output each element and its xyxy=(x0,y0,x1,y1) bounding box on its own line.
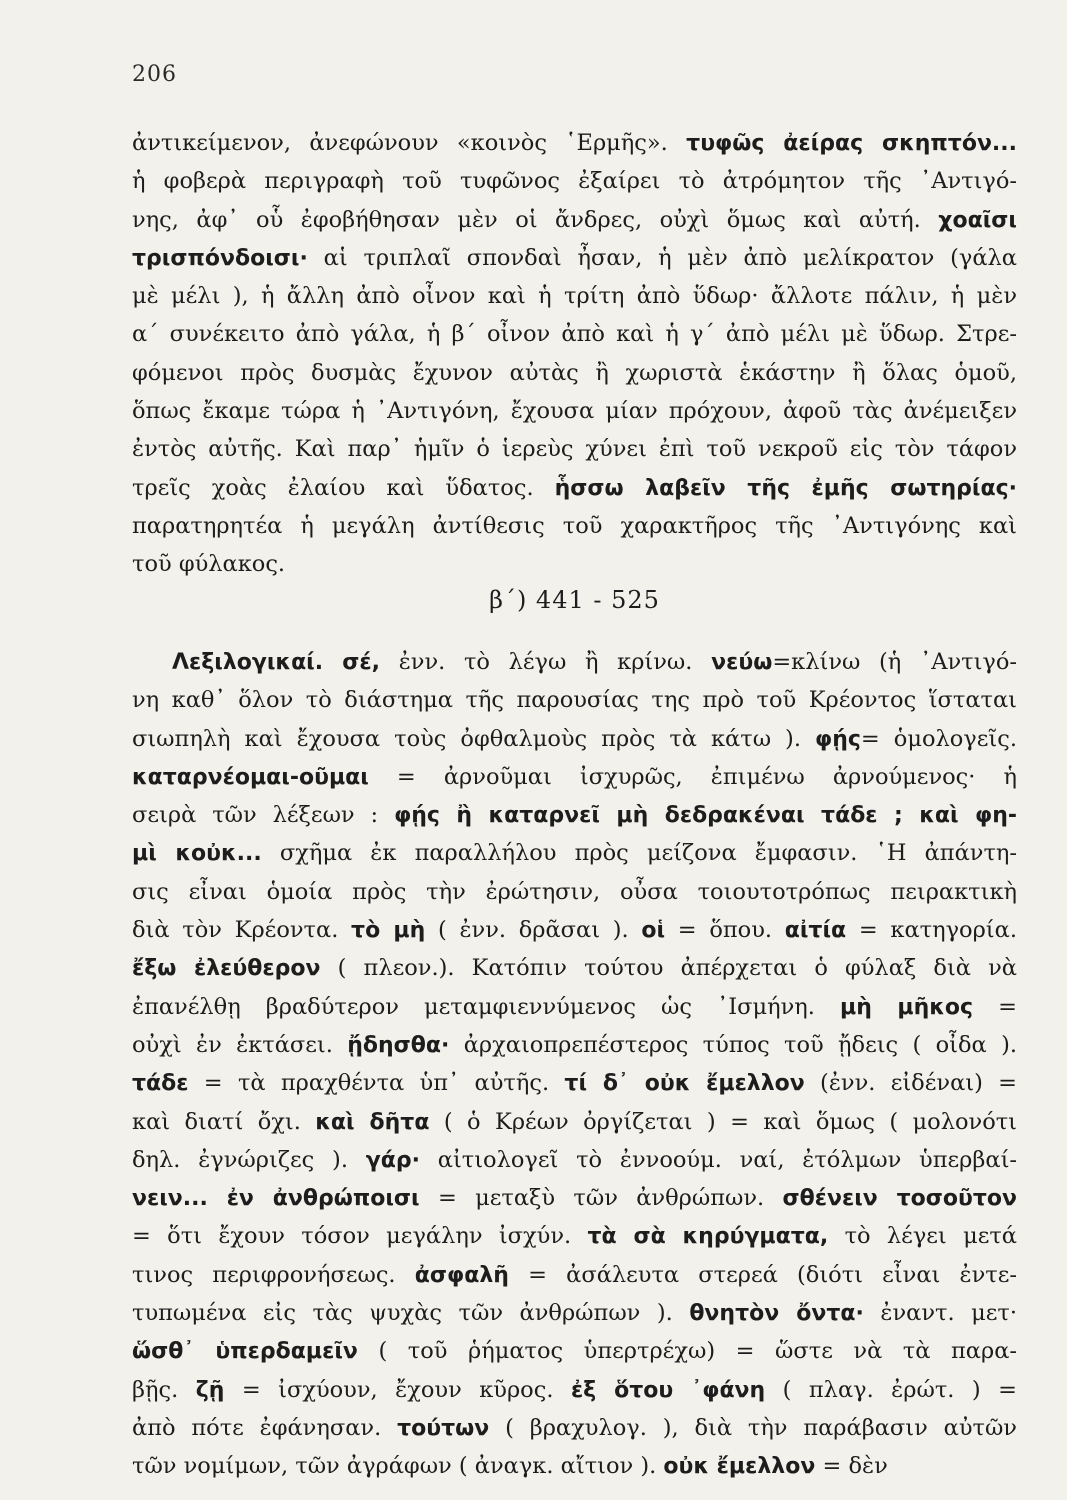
text-line xyxy=(132,239,1017,277)
text-line xyxy=(132,949,1017,987)
bold-term: ὥσθ᾿ ὑπερδαμεῖν xyxy=(132,1339,358,1365)
text-line xyxy=(132,1141,1017,1179)
text-line xyxy=(132,1294,1017,1332)
text-line xyxy=(132,834,1017,872)
text-segment: ( πλαγ. ἐρώτ. ) = xyxy=(765,1376,1017,1403)
text-line xyxy=(132,277,1017,315)
text-segment: αἰτιολογεῖ τὸ ἐννοούμ. ναί, ἐτόλμων ὑπερβαί- xyxy=(419,1146,1017,1173)
paragraph-commentary xyxy=(132,124,1017,584)
bold-term: ἧσσω λαβεῖν τῆς ἐμῆς σωτηρίας· xyxy=(554,475,1017,501)
bold-term: νεύω xyxy=(711,650,773,675)
text-segment: νης, ἀφ᾿ οὗ ἐφοβήθησαν μὲν οἱ ἄνδρες, οὐχὶ ὅμως καὶ αὐτή. xyxy=(132,206,939,233)
text-segment: τὸ λέγει μετά xyxy=(828,1223,1017,1250)
text-line xyxy=(132,201,1017,239)
text-segment: ἀντικείμενον, ἀνεφώνουν «κοινὸς ῾Ερμῆς». xyxy=(132,130,687,156)
text-line xyxy=(132,1256,1017,1294)
bold-term: τὸ μὴ xyxy=(351,918,426,944)
text-segment: αἱ τριπλαῖ σπονδαὶ ἦσαν, ἡ μὲν ἀπὸ μελίκρατον (γάλα xyxy=(307,244,1017,271)
text-segment: φόμενοι πρὸς δυσμὰς ἔχυνον αὐτὰς ἢ χωριστὰ ἑκάστην ἢ ὅλας ὁμοῦ, xyxy=(132,359,1017,386)
bold-term: χοαῖσι xyxy=(938,207,1017,233)
text-line xyxy=(132,988,1017,1026)
text-segment: δηλ. ἐγνώριζες ). xyxy=(132,1146,366,1173)
text-segment: = xyxy=(973,993,1017,1020)
text-line xyxy=(132,758,1017,796)
text-segment: ἀρχαιοπρεπέστερος τύπος τοῦ ᾔδεις ( οἶδα ). xyxy=(449,1031,1017,1058)
bold-term: ἀσφαλῆ xyxy=(414,1262,509,1288)
text-segment: ( πλεον.). Κατόπιν τούτου ἀπέρχεται ὁ φύλαξ διὰ νὰ xyxy=(320,955,1017,982)
text-line xyxy=(132,162,1017,200)
text-line xyxy=(132,873,1017,911)
text-segment: ( βραχυλογ. ), διὰ τὴν παράβασιν αὐτῶν xyxy=(489,1414,1017,1441)
bold-term: νειν... xyxy=(132,1186,227,1212)
text-segment: ( τοῦ ῥήματος ὑπερτρέχω) = ὥστε νὰ τὰ παρα- xyxy=(357,1338,1017,1365)
text-line xyxy=(132,796,1017,834)
bold-term: αἰτία xyxy=(784,918,847,944)
text-segment: = ὅτι ἔχουν τόσον μεγάλην ἰσχύν. xyxy=(132,1223,588,1250)
text-line xyxy=(132,430,1017,468)
text-line xyxy=(132,1179,1017,1217)
text-segment: = ἀσάλευτα στερεά (διότι εἶναι ἐντε- xyxy=(508,1261,1017,1288)
text-line xyxy=(132,681,1017,719)
bold-term: γάρ· xyxy=(365,1147,420,1173)
text-segment: = μεταξὺ τῶν ἀνθρώπων. xyxy=(419,1185,783,1212)
text-segment: τρεῖς χοὰς ἐλαίου καὶ ὕδατος. xyxy=(132,474,555,501)
text-segment: =κλίνω (ἡ ᾿Αντιγό- xyxy=(772,649,1017,675)
section-heading: β΄) 441 - 525 xyxy=(489,586,660,614)
bold-term: ἐν ἀνθρώποισι xyxy=(226,1186,420,1212)
text-segment: βῇς. xyxy=(132,1376,196,1403)
bold-term: τυφῶς ἀείρας σκηπτόν... xyxy=(686,131,1017,156)
text-line xyxy=(132,720,1017,758)
text-segment: τυπωμένα εἰς τὰς ψυχὰς τῶν ἀνθρώπων ). xyxy=(132,1300,690,1327)
bold-term: μὴ μῆκος xyxy=(840,994,974,1020)
text-segment: (ἐνν. εἰδέναι) = xyxy=(804,1070,1017,1097)
text-segment: παρατηρητέα ἡ μεγάλη ἀντίθεσις τοῦ χαρακτῆρος τῆς ᾿Αντιγόνης καὶ xyxy=(132,512,1017,539)
bold-term: οἱ xyxy=(641,918,666,944)
text-segment: ἡ φοβερὰ περιγραφὴ τοῦ τυφῶνος ἐξαίρει τὸ ἀτρόμητον τῆς ᾿Αντιγό- xyxy=(132,168,1017,195)
text-line xyxy=(132,124,1017,162)
bold-term: σθένειν τοσοῦτον xyxy=(782,1186,1017,1212)
text-segment: = ἰσχύουν, ἔχουν κῦρος. xyxy=(224,1376,571,1403)
bold-term: καὶ δῆτα xyxy=(315,1109,430,1135)
text-line xyxy=(132,507,1017,545)
text-segment: ἐπανέλθῃ βραδύτερον μεταμφιεννύμενος ὡς ᾿Ισμήνη. xyxy=(132,993,840,1020)
bold-term: τούτων xyxy=(397,1415,490,1441)
text-segment: α΄ συνέκειτο ἀπὸ γάλα, ἡ β΄ οἶνον ἀπὸ καὶ ἡ γ΄ ἀπὸ μέλι μὲ ὕδωρ. Στρε- xyxy=(132,321,1017,348)
text-segment: τινος περιφρονήσεως. xyxy=(132,1261,415,1288)
bold-term: μὶ κοὐκ... xyxy=(132,841,262,867)
text-line xyxy=(132,1332,1017,1370)
text-line xyxy=(132,315,1017,353)
bold-term: φῄς ἢ καταρνεῖ μὴ δεδρακέναι τάδε ; καὶ φη- xyxy=(394,803,1017,829)
text-line xyxy=(132,545,1017,583)
bold-term: φῄς xyxy=(815,726,861,752)
paragraph-lexical-notes xyxy=(132,643,1017,1486)
bold-term: τρισπόνδοισι· xyxy=(132,245,308,271)
text-segment: = κατηγορία. xyxy=(846,917,1017,944)
bold-term: οὐκ ἔμελλον xyxy=(663,1454,816,1480)
text-line xyxy=(132,1409,1017,1447)
text-line xyxy=(132,1026,1017,1064)
bold-term: Λεξιλογικαί. xyxy=(172,650,343,675)
text-line xyxy=(132,1447,1017,1485)
text-line xyxy=(132,1371,1017,1409)
text-segment: τοῦ φύλακος. xyxy=(132,551,286,578)
text-segment: διὰ τὸν Κρέοντα. xyxy=(132,917,352,944)
text-segment: τῶν νομίμων, τῶν ἀγράφων ( ἀναγκ. αἴτιον ). xyxy=(132,1453,664,1480)
text-segment: σχῆμα ἐκ παραλλήλου πρὸς μείζονα ἔμφασιν. ῾Η ἀπάντη- xyxy=(261,840,1017,867)
text-segment: σειρὰ τῶν λέξεων : xyxy=(132,802,395,829)
bold-term: τὰ σὰ κηρύγματα, xyxy=(587,1224,829,1250)
page-number: 206 xyxy=(132,62,177,87)
text-line xyxy=(132,1217,1017,1255)
text-segment: = ἀρνοῦμαι ἰσχυρῶς, ἐπιμένω ἀρνούμενος· ἡ xyxy=(368,763,1017,790)
bold-term: καταρνέομαι-οῦμαι xyxy=(132,764,369,790)
text-segment: ἐναντ. μετ· xyxy=(863,1300,1017,1327)
text-segment: = ὅπου. xyxy=(665,917,785,944)
text-segment: ( ὁ Κρέων ὀργίζεται ) = καὶ ὅμως ( μολονότι xyxy=(429,1108,1017,1135)
text-line xyxy=(132,643,1017,681)
text-segment: οὐχὶ ἐν ἐκτάσει. xyxy=(132,1031,348,1058)
text-segment: καὶ διατί ὄχι. xyxy=(132,1108,316,1135)
bold-term: ἐξ ὅτου ᾿φάνη xyxy=(570,1377,766,1403)
text-segment: ἐνν. τὸ λέγω ἢ κρίνω. xyxy=(380,649,712,675)
bold-term: ᾔδησθα· xyxy=(347,1032,450,1058)
text-segment: ( ἐνν. δρᾶσαι ). xyxy=(425,917,642,944)
text-line xyxy=(132,1064,1017,1102)
text-segment: σιωπηλὴ καὶ ἔχουσα τοὺς ὀφθαλμοὺς πρὸς τὰ κάτω ). xyxy=(132,725,815,752)
text-segment: = τὰ πραχθέντα ὑπ᾿ αὐτῆς. xyxy=(188,1070,565,1097)
text-segment: ἀπὸ πότε ἐφάνησαν. xyxy=(132,1414,398,1441)
text-line xyxy=(132,392,1017,430)
text-segment: ὅπως ἔκαμε τώρα ἡ ᾿Αντιγόνη, ἔχουσα μίαν πρόχουν, ἀφοῦ τὰς ἀνέμειξεν xyxy=(132,398,1017,425)
bold-term: τί δ᾿ οὐκ ἔμελλον xyxy=(564,1071,805,1097)
bold-term: τάδε xyxy=(132,1071,189,1097)
text-line xyxy=(132,911,1017,949)
text-segment: μὲ μέλι ), ἡ ἄλλη ἀπὸ οἶνον καὶ ἡ τρίτη ἀπὸ ὕδωρ· ἄλλοτε πάλιν, ἡ μὲν xyxy=(132,283,1017,310)
bold-term: ζῇ xyxy=(195,1377,225,1403)
text-segment: σις εἶναι ὁμοία πρὸς τὴν ἐρώτησιν, οὖσα τοιουτοτρόπως πειρακτικὴ xyxy=(132,878,1017,905)
bold-term: θνητὸν ὄντα· xyxy=(689,1301,864,1327)
text-line xyxy=(132,1103,1017,1141)
text-segment: ἐντὸς αὐτῆς. Καὶ παρ᾿ ἡμῖν ὁ ἱερεὺς χύνει ἐπὶ τοῦ νεκροῦ εἰς τὸν τάφον xyxy=(132,436,1017,463)
text-line xyxy=(132,469,1017,507)
text-segment: νη καθ᾿ ὅλον τὸ διάστημα τῆς παρουσίας της πρὸ τοῦ Κρέοντος ἵσταται xyxy=(132,687,1017,714)
text-line xyxy=(132,354,1017,392)
text-segment: = ὁμολογεῖς. xyxy=(860,725,1017,752)
text-segment: = δὲν xyxy=(815,1453,888,1480)
bold-term: σέ, xyxy=(342,650,381,675)
bold-term: ἔξω ἐλεύθερον xyxy=(132,956,321,982)
